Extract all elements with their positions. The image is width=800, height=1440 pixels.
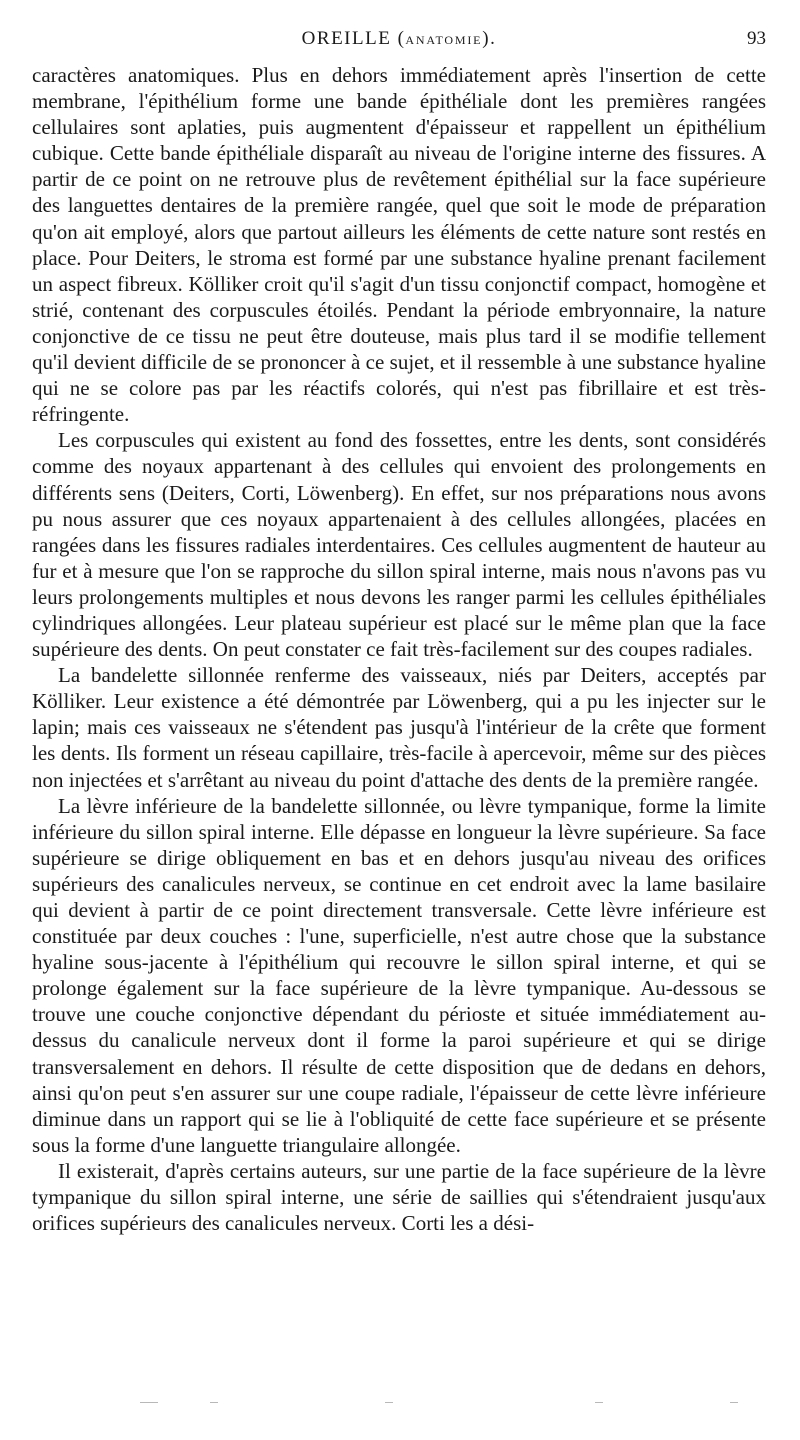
body-text [32,62,766,1236]
print-mark [385,1402,393,1403]
paragraph: Il existerait, d'après certains auteurs, sur une partie de la face supérieure de la lèvre tympanique du sillon spiral interne, une série de saillies qui s'étendraient jusqu'aux orifices supérieurs des canalicules nerveux. Corti les a dési- [32,1158,766,1236]
paragraph-continued: caractères anatomiques. Plus en dehors immédiatement après l'insertion de cette membrane, l'épithélium forme une bande épithéliale dont les premières rangées cellulaires sont aplaties, puis augmentent d'épaisseur et rappellent un épithélium cubique. Cette bande épithéliale disparaît au niveau de l'origine interne des fissures. A partir de ce point on ne retrouve plus de revêtement épithélial sur la face supérieure des languettes dentaires de la première rangée, quel que soit le mode de préparation qu'on ait employé, alors que partout ailleurs les éléments de cette nature sont restés en place. Pour Deiters, le stroma est formé par une substance hyaline prenant facilement un aspect fibreux. Kölliker croit qu'il s'agit d'un tissu conjonctif compact, homogène et strié, contenant des corpuscules étoilés. Pendant la période embryonnaire, la nature conjonctive de ce tissu ne peut être douteuse, mais plus tard il se modifie tellement qu'il devient difficile de se prononcer à ce sujet, et il ressemble à une substance hyaline qui ne se colore pas par les réactifs colorés, qui n'est pas fibrillaire et est très-réfringente. [32,63,766,427]
print-mark [595,1402,603,1403]
print-mark [140,1402,158,1403]
header-title: OREILLE [301,28,392,49]
header-open-paren: ( [397,28,406,49]
paragraph: La lèvre inférieure de la bandelette sillonnée, ou lèvre tympanique, forme la limite inférieure du sillon spiral interne. Elle dépasse en longueur la lèvre supérieure. Sa face supérieure se dirige obliquement en bas et en dehors jusqu'au niveau des orifices supérieurs des canalicules nerveux, se continue en cet endroit avec la lame basilaire qui devient à partir de ce point directement transversale. Cette lèvre inférieure est constituée par deux couches : l'une, superficielle, n'est autre chose que la substance hyaline sous-jacente à l'épithélium qui recouvre le sillon spiral interne, et qui se prolonge également sur la face supérieure de la lèvre tympanique. Au-dessous se trouve une couche conjonctive dépendant du périoste et située immédiatement au-dessus du canalicule nerveux dont il forme la paroi supérieure et qui se dirige transversalement en dehors. Il résulte de cette disposition que de dedans en dehors, ainsi qu'on peut s'en assurer sur une coupe radiale, l'épaisseur de cette lèvre inférieure diminue dans un rapport qui se lie à l'obliquité de cette face supérieure et se présente sous la forme d'une languette triangulaire allongée. [32,793,766,1157]
print-mark [730,1402,738,1403]
book-page [32,28,766,1236]
header-section: ANATOMIE [405,33,483,47]
paragraph: La bandelette sillonnée renferme des vaisseaux, niés par Deiters, acceptés par Kölliker. Leur existence a été démontrée par Löwenberg, qui a pu les injecter sur le lapin; mais ces vaisseaux ne s'étendent pas jusqu'à l'intérieur de la crête que forment les dents. Ils forment un réseau capillaire, très-facile à apercevoir, même sur des pièces non injectées et s'arrêtant au niveau du point d'attache des dents de la première rangée. [32,663,766,792]
print-artifact-marks [140,1402,760,1408]
header-close-paren: ). [482,28,497,49]
page-number: 93 [747,28,766,49]
print-mark [210,1402,218,1403]
running-head [32,28,766,54]
paragraph: Les corpuscules qui existent au fond des fossettes, entre les dents, sont considérés comme des noyaux appartenant à des cellules qui envoient des prolongements en différents sens (Deiters, Corti, Löwenberg). En effet, sur nos préparations nous avons pu nous assurer que ces noyaux appartenaient à des cellules allongées, placées en rangées dans les fissures radiales interdentaires. Ces cellules augmentent de hauteur au fur et à mesure que l'on se rapproche du sillon spiral interne, mais nous n'avons pas vu leurs prolongements multiples et nous devons les ranger parmi les cellules épithéliales cylindriques allongées. Leur plateau supérieur est placé sur le même plan que la face supérieure des dents. On peut constater ce fait très-facilement sur des coupes radiales. [32,428,766,662]
